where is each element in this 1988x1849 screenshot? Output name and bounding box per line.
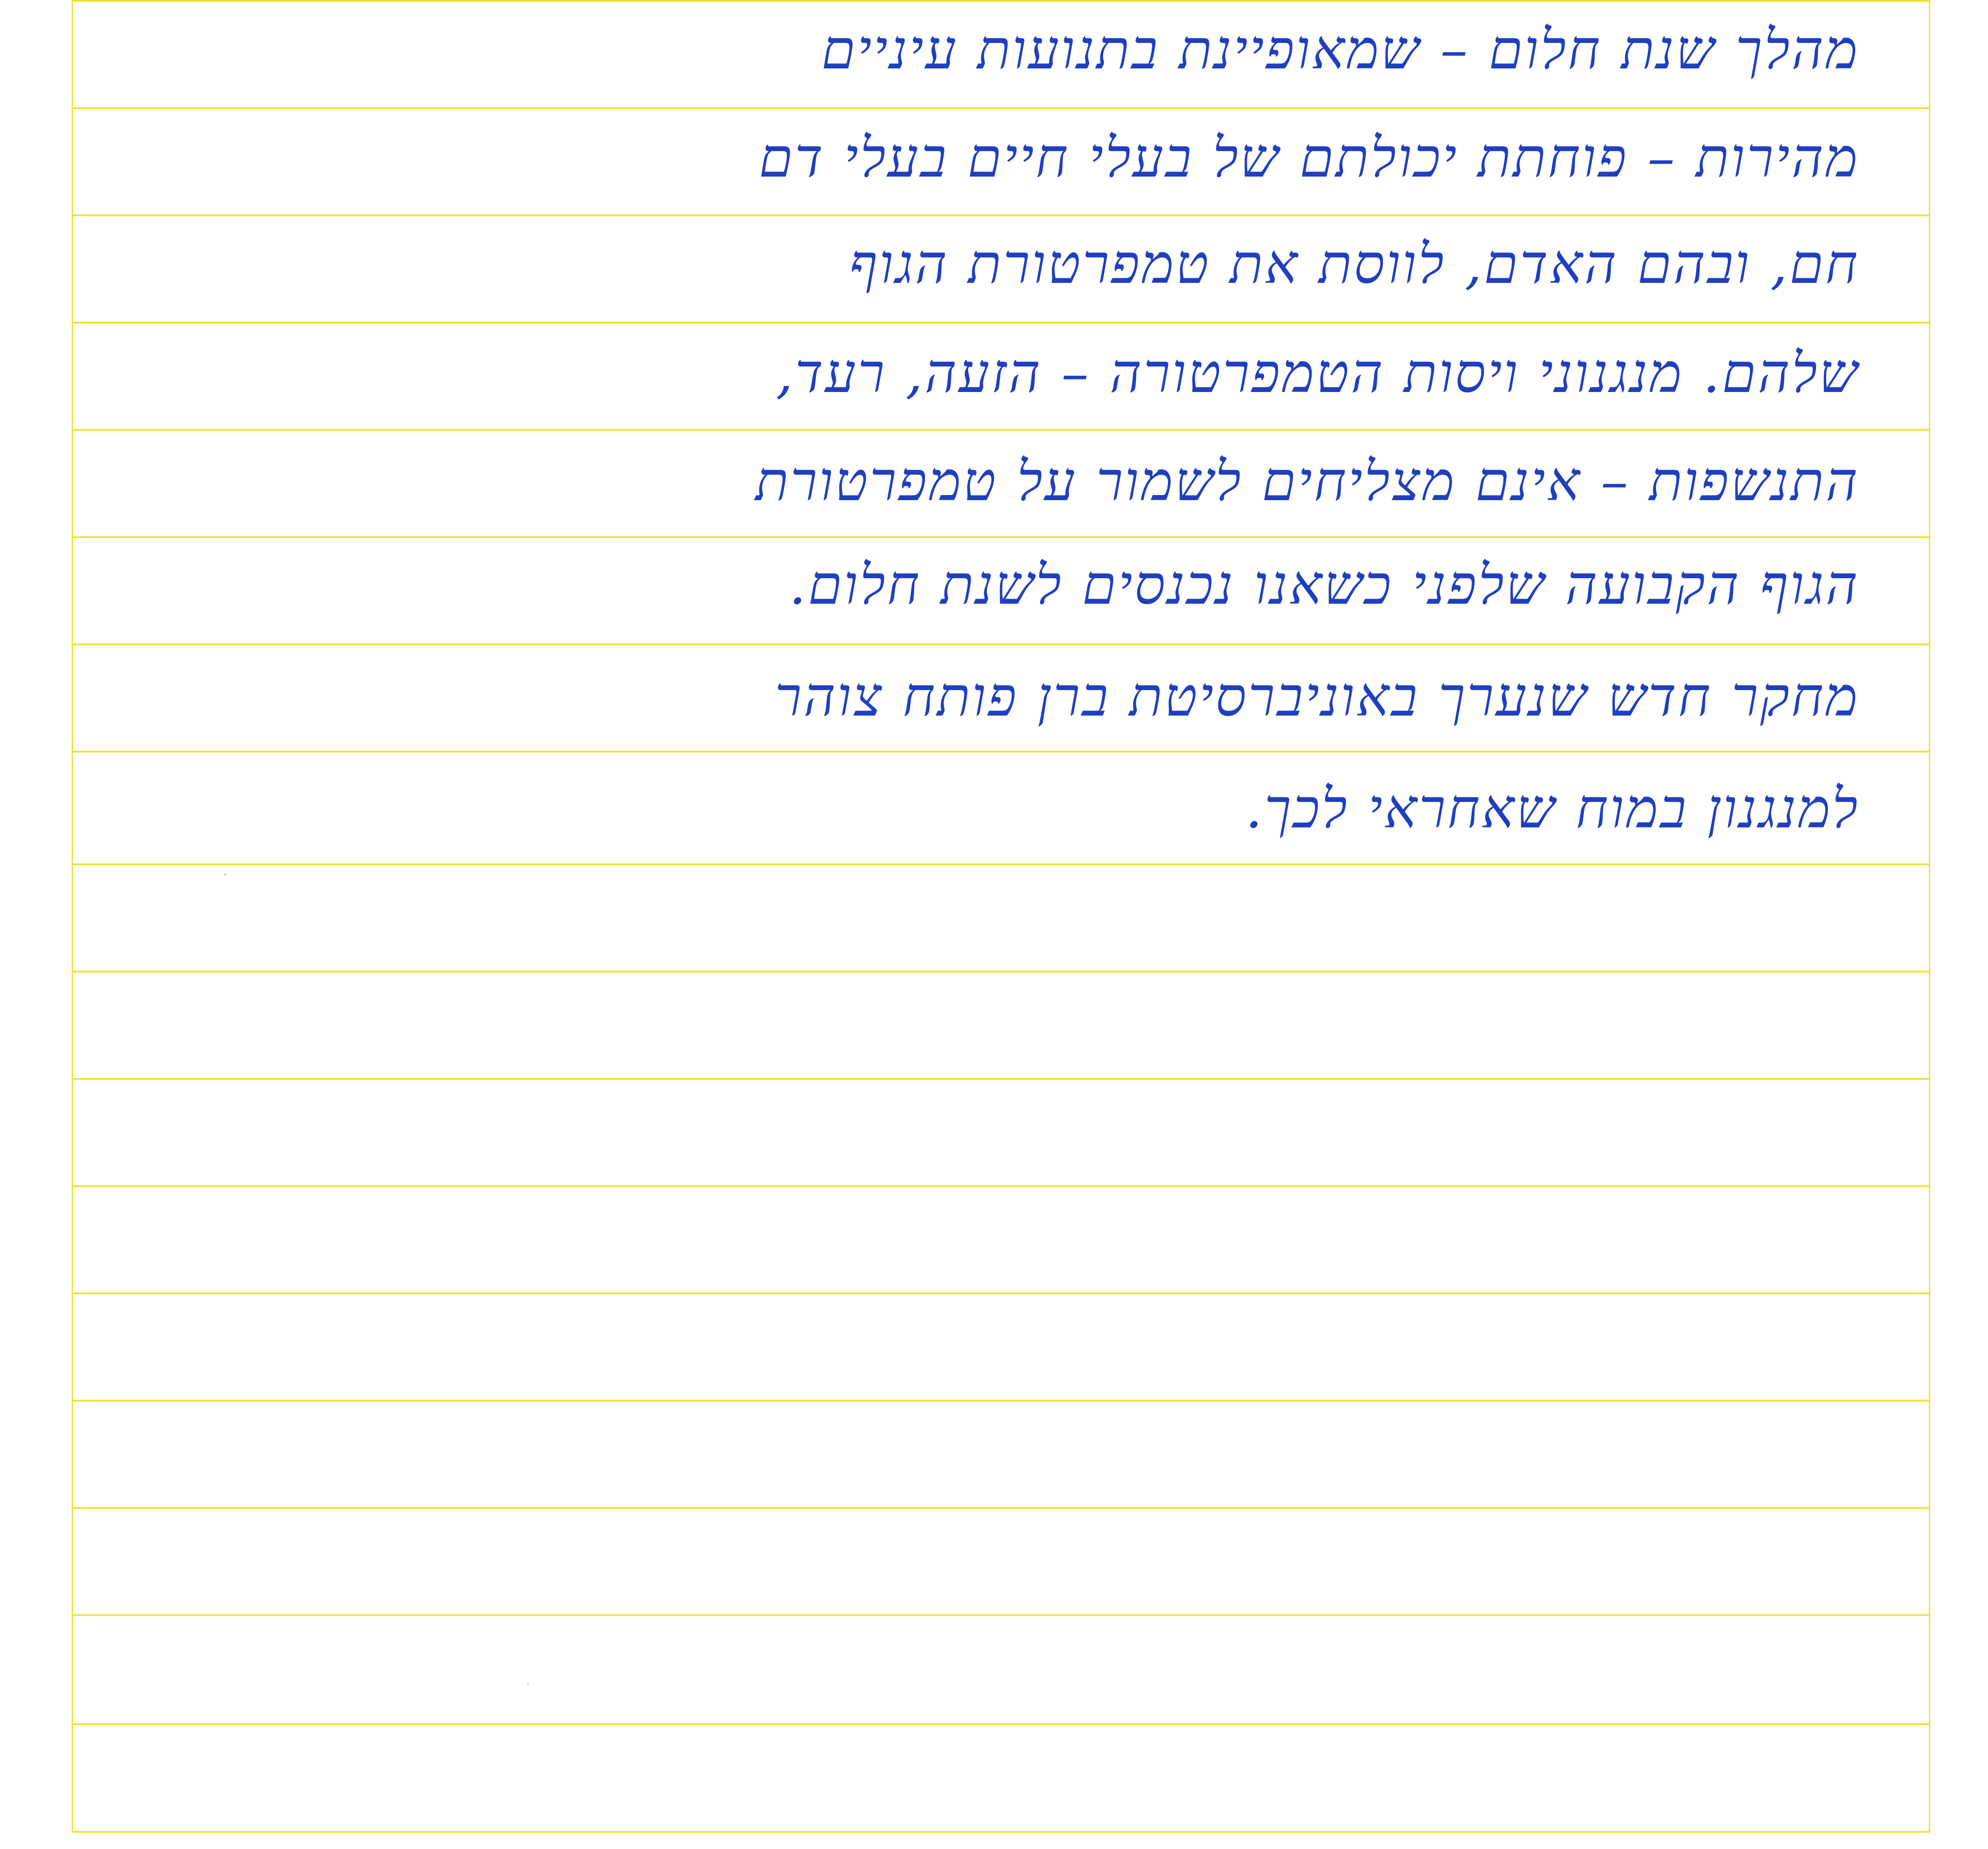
handwritten-line: מחקר חדש שנערך באוניברסיטת ברן פותח צוהר (775, 665, 1859, 729)
rule-line (73, 536, 1929, 538)
rule-line (73, 643, 1929, 645)
handwritten-line: מהלך שנת חלום – שמאופיינת בתנועות עיניים (821, 18, 1859, 81)
rule-line (73, 751, 1929, 753)
rule-line (73, 0, 1929, 2)
paper-speck (527, 1683, 529, 1684)
rule-line (73, 971, 1929, 973)
rule-line (73, 1185, 1929, 1187)
handwritten-line: התנשפות – אינם מצליחים לשמור על טמפרטורת (755, 449, 1859, 513)
rule-line (73, 1614, 1929, 1616)
rule-line (73, 1723, 1929, 1725)
rule-line (73, 1507, 1929, 1509)
rule-line (73, 863, 1929, 865)
handwritten-line: למנגנון במוח שאחראי לכך. (1245, 777, 1859, 840)
rule-line (73, 1400, 1929, 1402)
rule-line (73, 322, 1929, 324)
rule-line (73, 107, 1929, 109)
rule-line (73, 1292, 1929, 1294)
handwritten-line: שלהם. מנגנוני ויסות הטמפרטורה – הזעה, רעד, (776, 341, 1859, 405)
rule-line (73, 1078, 1929, 1080)
rule-line (73, 214, 1929, 216)
handwritten-line: מהירות – פוחתת יכולתם של בעלי חיים בעלי דם (759, 126, 1859, 190)
paper-speck (224, 874, 226, 876)
handwritten-line: חם, ובהם האדם, לווסת את טמפרטורת הגוף (849, 232, 1859, 296)
handwritten-line: הגוף הקבועה שלפני כשאנו נכנסים לשנת חלום. (789, 553, 1859, 617)
rule-line (73, 429, 1929, 431)
lined-sheet (72, 0, 1930, 1833)
